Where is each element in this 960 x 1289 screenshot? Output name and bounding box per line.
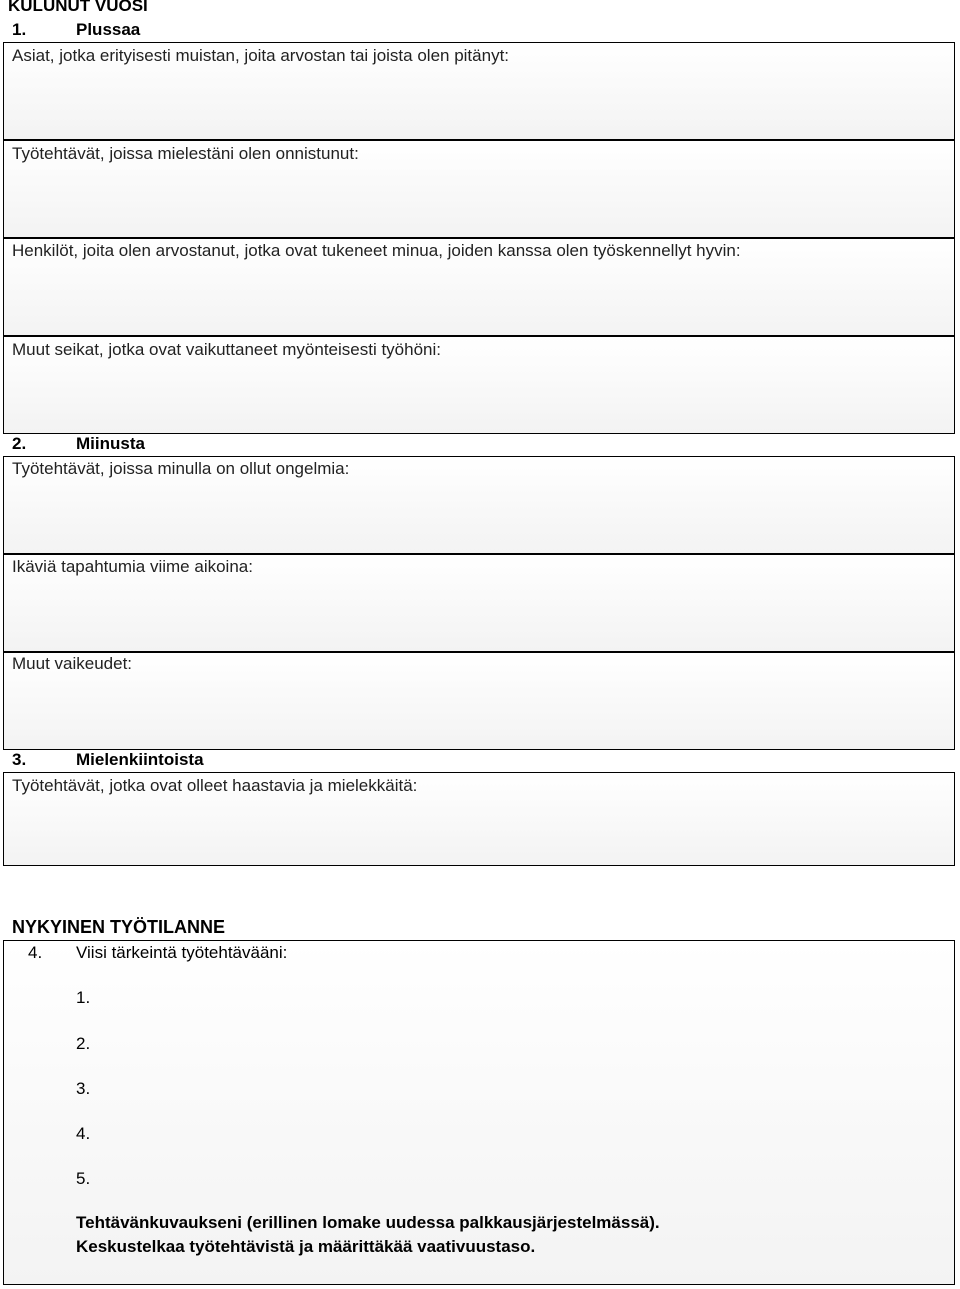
job-description-note: Tehtävänkuvaukseni (erillinen lomake uudessa palkkausjärjestelmässä). (76, 1213, 660, 1232)
question-challenging-tasks: Työtehtävät, jotka ovat olleet haastavia ja mielekkäitä: (12, 776, 418, 795)
task-item-4: 4. (76, 1124, 91, 1143)
task-item-5: 5. (76, 1169, 91, 1188)
section1-number: 1. (12, 20, 27, 39)
question-appreciated-people: Henkilöt, joita olen arvostanut, jotka ovat tukeneet minua, joiden kanssa olen työskennellyt hyvin: (12, 241, 741, 260)
discussion-note: Keskustelkaa työtehtävistä ja määrittäkää vaativuustaso. (76, 1237, 536, 1256)
task-item-1: 1. (76, 988, 91, 1007)
question-problem-tasks: Työtehtävät, joissa minulla on ollut ongelmia: (12, 459, 350, 478)
question-successful-tasks: Työtehtävät, joissa mielestäni olen onnistunut: (12, 144, 359, 163)
section2-number: 2. (12, 434, 27, 453)
current-situation-heading: NYKYINEN TYÖTILANNE (12, 917, 226, 937)
section4-title: Viisi tärkeintä työtehtävääni: (76, 943, 288, 962)
section4-number: 4. (28, 943, 43, 962)
section1-title: Plussaa (76, 20, 141, 39)
question-unpleasant-events: Ikäviä tapahtumia viime aikoina: (12, 557, 253, 576)
task-item-3: 3. (76, 1079, 91, 1098)
section3-title: Mielenkiintoista (76, 750, 204, 769)
question-other-difficulties: Muut vaikeudet: (12, 654, 133, 673)
section2-title: Miinusta (76, 434, 145, 453)
answer-box-top-tasks[interactable] (3, 940, 955, 1285)
answer-box-other-difficulties[interactable] (3, 652, 955, 750)
section3-number: 3. (12, 750, 27, 769)
page-heading-past-year: KULUNUT VUOSI (8, 0, 148, 15)
task-item-2: 2. (76, 1034, 91, 1053)
question-other-positive: Muut seikat, jotka ovat vaikuttaneet myönteisesti työhöni: (12, 340, 442, 359)
question-memorable-things: Asiat, jotka erityisesti muistan, joita arvostan tai joista olen pitänyt: (12, 46, 510, 65)
